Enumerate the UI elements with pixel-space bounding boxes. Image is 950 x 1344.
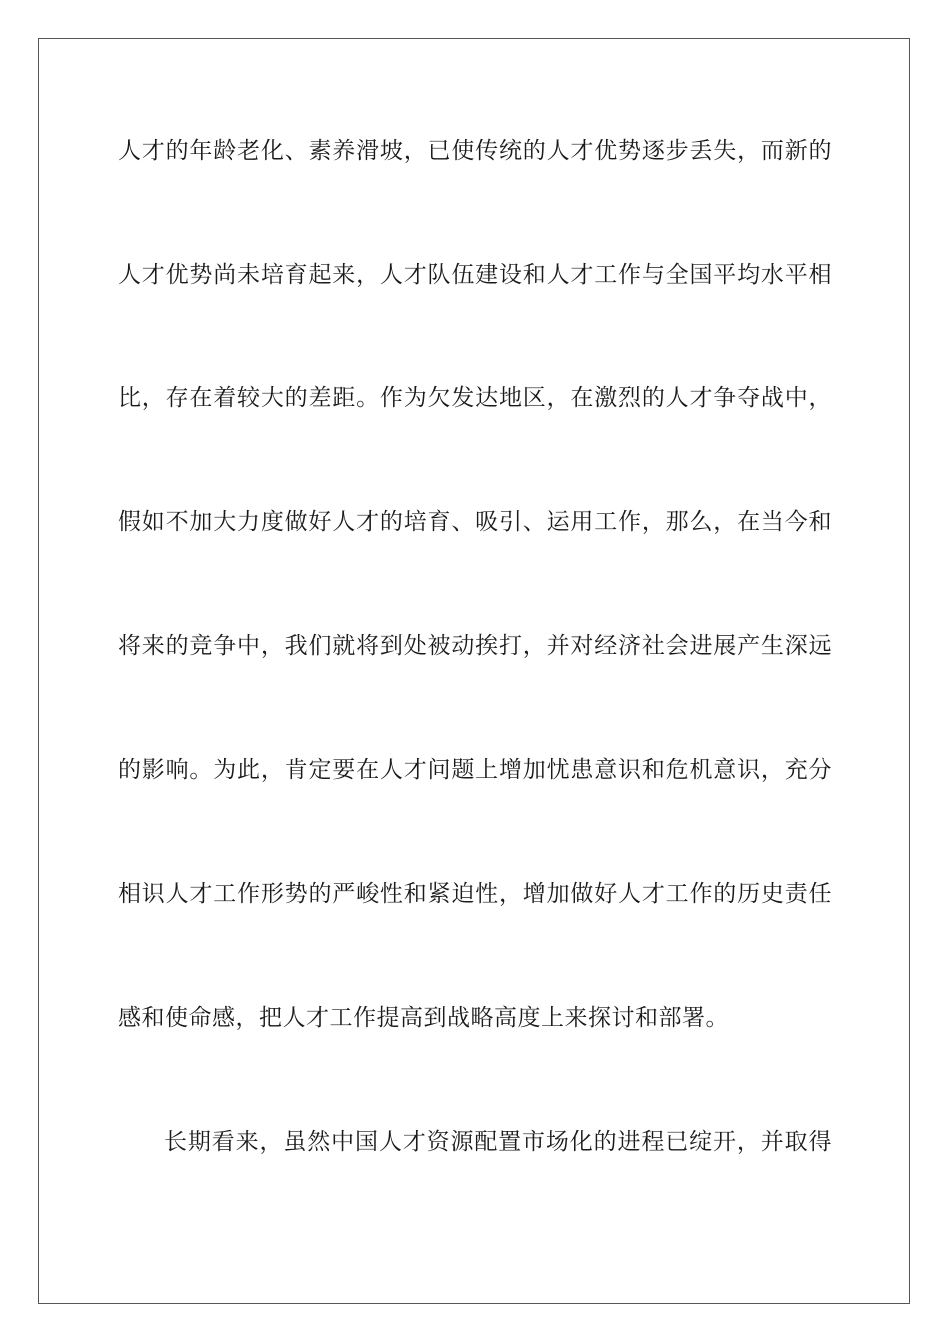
paragraph-1-line-8: 感和使命感，把人才工作提高到战略高度上来探讨和部署。 xyxy=(118,1005,729,1031)
page-border xyxy=(38,38,910,1304)
paragraph-1-line-7: 相识人才工作形势的严峻性和紧迫性，增加做好人才工作的历史责任 xyxy=(118,881,832,907)
paragraph-1-line-5: 将来的竞争中，我们就将到处被动挨打，并对经济社会进展产生深远 xyxy=(118,633,832,659)
paragraph-1-line-3: 比，存在着较大的差距。作为欠发达地区，在激烈的人才争夺战中， xyxy=(118,385,832,411)
paragraph-2-line-1: 长期看来，虽然中国人才资源配置市场化的进程已绽开，并取得 xyxy=(164,1129,832,1155)
paragraph-1-line-2: 人才优势尚未培育起来，人才队伍建设和人才工作与全国平均水平相 xyxy=(118,262,832,288)
paragraph-1-line-1: 人才的年龄老化、素养滑坡，已使传统的人才优势逐步丢失，而新的 xyxy=(118,138,832,164)
paragraph-1-line-6: 的影响。为此，肯定要在人才问题上增加忧患意识和危机意识，充分 xyxy=(118,757,832,783)
paragraph-1-line-4: 假如不加大力度做好人才的培育、吸引、运用工作，那么，在当今和 xyxy=(118,509,832,535)
